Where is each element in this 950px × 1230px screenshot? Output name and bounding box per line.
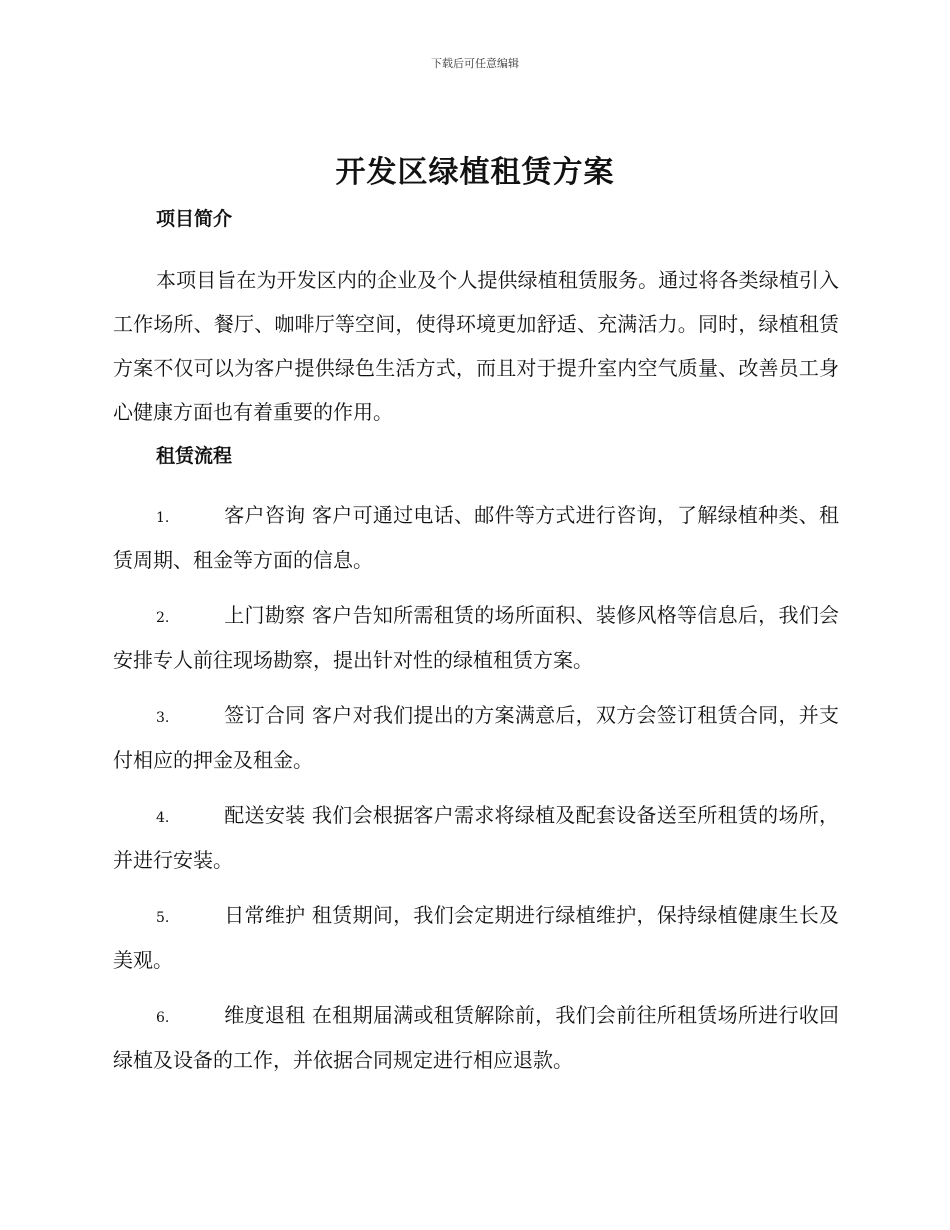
step-number: 5. <box>156 910 170 926</box>
step-number: 1. <box>156 510 170 526</box>
process-step <box>113 594 839 681</box>
intro-paragraph: 本项目旨在为开发区内的企业及个人提供绿植租赁服务。通过将各类绿植引入工作场所、餐厅、咖啡厅等空间，使得环境更加舒适、充满活力。同时，绿植租赁方案不仅可以为客户提供绿色生活方式，而且对于提升室内空气质量、改善员工身心健康方面也有着重要的作用。 <box>113 268 839 424</box>
step-number: 6. <box>156 1010 170 1026</box>
process-step <box>113 494 839 581</box>
step-text: 客户咨询 客户可通过电话、邮件等方式进行咨询，了解绿植种类、租赁周期、租金等方面的信息。 <box>113 503 839 572</box>
step-text: 维度退租 在租期届满或租赁解除前，我们会前往所租赁场所进行收回绿植及设备的工作，并依据合同规定进行相应退款。 <box>113 1003 839 1072</box>
process-step <box>113 694 839 781</box>
step-number: 3. <box>156 710 170 726</box>
step-text: 签订合同 客户对我们提出的方案满意后，双方会签订租赁合同，并支付相应的押金及租金。 <box>113 703 839 772</box>
step-text: 日常维护 租赁期间，我们会定期进行绿植维护，保持绿植健康生长及美观。 <box>113 903 839 972</box>
section-heading-process: 租赁流程 <box>156 445 233 467</box>
step-number: 4. <box>156 810 170 826</box>
step-text: 上门勘察 客户告知所需租赁的场所面积、装修风格等信息后，我们会安排专人前往现场勘察，提出针对性的绿植租赁方案。 <box>113 603 839 672</box>
step-text: 配送安装 我们会根据客户需求将绿植及配套设备送至所租赁的场所，并进行安装。 <box>113 803 839 872</box>
process-step <box>113 894 839 981</box>
document-title: 开发区绿植租赁方案 <box>335 155 615 190</box>
process-step-list <box>113 494 839 1094</box>
step-number: 2. <box>156 610 170 626</box>
section-heading-intro: 项目简介 <box>156 208 233 230</box>
header-note: 下载后可任意编辑 <box>431 57 519 70</box>
process-step <box>113 994 839 1081</box>
process-step <box>113 794 839 881</box>
